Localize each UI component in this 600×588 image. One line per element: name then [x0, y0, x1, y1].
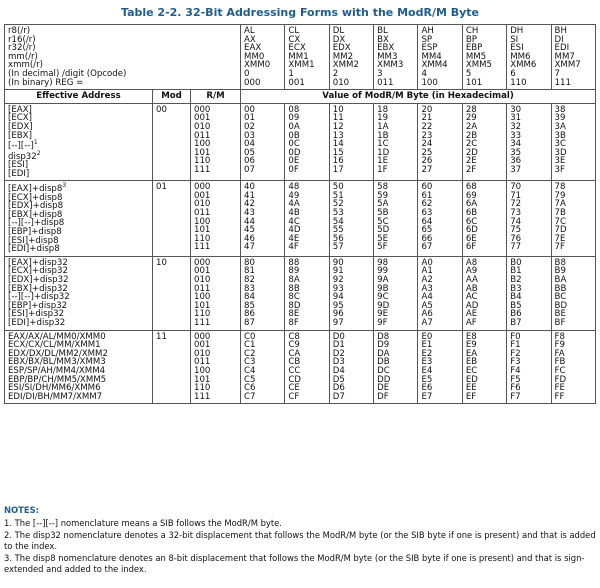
- hex-value-cell: 10 11 12 13 14 15 16 17: [329, 103, 373, 180]
- hex-value-cell: A0 A1 A2 A3 A4 A5 A6 A7: [418, 256, 462, 330]
- rm-cell: 000 001 010 011 100 101 110 111: [191, 103, 241, 180]
- effective-address: [EBX]+disp8: [8, 209, 63, 220]
- hex-value-cell: 48 49 4A 4B 4C 4D 4E 4F: [285, 181, 329, 257]
- effective-address: [ESI]+disp8: [8, 235, 59, 246]
- hex-value-cell: 80 81 82 83 84 85 86 87: [241, 256, 285, 330]
- hex-value-cell: 98 99 9A 9B 9C 9D 9E 9F: [374, 256, 418, 330]
- reg-column-cell: BH DI EDI MM7 XMM7 7 111: [551, 25, 595, 90]
- hex-value-cell: 28 29 2A 2B 2C 2D 2E 2F: [462, 103, 506, 180]
- effective-address: $[--][--]^1$: [8, 139, 38, 151]
- hex-value-cell: 58 59 5A 5B 5C 5D 5E 5F: [374, 181, 418, 257]
- hex-value-cell: 38 39 3A 3B 3C 3D 3E 3F: [551, 103, 595, 180]
- effective-address: [EBP]+disp32: [8, 300, 68, 311]
- mod-group-row: [5, 181, 596, 257]
- hex-value-cell: 68 69 6A 6B 6C 6D 6E 6F: [462, 181, 506, 257]
- effective-address: EAX/AX/AL/MM0/XMM0: [8, 331, 106, 342]
- effective-address: [EDI]+disp8: [8, 244, 60, 255]
- effective-address-header: Effective Address: [5, 90, 153, 104]
- effective-address: [EAX]+disp32: [8, 257, 68, 268]
- hex-value-cell: F0 F1 F2 F3 F4 F5 F6 F7: [507, 330, 551, 404]
- reg-column-cell: CH BP EBP MM5 XMM5 5 101: [462, 25, 506, 90]
- reg-column-cell: DL DX EDX MM2 XMM2 2 010: [329, 25, 373, 90]
- note-item: 3. The disp8 nomenclature denotes an 8-bit displacement that follows the ModR/M byte (or the SIB byte if one is present) and that is sign-extended and added to the index.: [4, 553, 585, 574]
- reg-column-cell: AL AX EAX MM0 XMM0 0 000: [241, 25, 285, 90]
- effective-address: ESP/SP/AH/MM4/XMM4: [8, 365, 106, 376]
- reg-column-cell: BL BX EBX MM3 XMM3 3 011: [374, 25, 418, 90]
- hex-value-cell: 70 71 72 73 74 75 76 77: [507, 181, 551, 257]
- hex-value-cell: B8 B9 BA BB BC BD BE BF: [551, 256, 595, 330]
- effective-address: [ESI]+disp32: [8, 309, 65, 320]
- mod-cell: 00: [153, 103, 191, 180]
- footnote-ref: 2: [36, 149, 41, 157]
- effective-address-cell: [5, 330, 153, 404]
- effective-address: [EBX]+disp32: [8, 283, 68, 294]
- note-item: 2. The disp32 nomenclature denotes a 32-bit displacement that follows the ModR/M byte (or the SIB byte if one is present) and that is added to the index.: [4, 530, 596, 551]
- effective-address: $disp32^2$: [8, 149, 41, 162]
- effective-address: [--][--]+disp32: [8, 292, 70, 303]
- note-item: 1. The [--][--] nomenclature means a SIB follows the ModR/M byte.: [4, 518, 282, 528]
- table-caption: Table 2-2. 32-Bit Addressing Forms with the ModR/M Byte: [120, 6, 480, 19]
- reg-label: r16(/r): [8, 34, 36, 45]
- mod-cell: 10: [153, 256, 191, 330]
- reg-header-row: [5, 25, 596, 90]
- modrm-table: [4, 24, 596, 404]
- effective-address: [EDI]+disp32: [8, 317, 66, 328]
- effective-address: EBP/BP/CH/MM5/XMM5: [8, 374, 107, 385]
- effective-address: ECX/CX/CL/MM/XMM1: [8, 340, 101, 351]
- mod-group-row: [5, 330, 596, 404]
- hex-value-cell: E8 E9 EA EB EC ED EE EF: [462, 330, 506, 404]
- hex-value-cell: 08 09 0A 0B 0C 0D 0E 0F: [285, 103, 329, 180]
- reg-label: (In binary) REG =: [8, 77, 84, 88]
- effective-address: EDI/DI/BH/MM7/XMM7: [8, 391, 103, 402]
- hex-value-cell: A8 A9 AA AB AC AD AE AF: [462, 256, 506, 330]
- mod-group-row: [5, 103, 596, 180]
- hex-value-cell: 60 61 62 63 64 65 66 67: [418, 181, 462, 257]
- rm-cell: 000 001 010 011 100 101 110 111: [191, 330, 241, 404]
- mod-group-row: [5, 256, 596, 330]
- reg-label: (In decimal) /digit (Opcode): [8, 68, 127, 79]
- rm-cell: 000 001 010 011 100 101 110 111: [191, 256, 241, 330]
- hex-value-cell: 90 91 92 93 94 95 96 97: [329, 256, 373, 330]
- effective-address: [EDX]+disp8: [8, 201, 64, 212]
- effective-address: [EDX]: [8, 121, 33, 132]
- reg-column-cell: DH SI ESI MM6 XMM6 6 110: [507, 25, 551, 90]
- effective-address: [EAX]: [8, 104, 32, 115]
- effective-address-cell: [5, 103, 153, 180]
- reg-labels-cell: [5, 25, 241, 90]
- hex-value-cell: F8 F9 FA FB FC FD FE FF: [551, 330, 595, 404]
- hex-value-cell: D8 D9 DA DB DC DD DE DF: [374, 330, 418, 404]
- footnote-ref: 1: [33, 139, 38, 147]
- footnote-ref: 3: [62, 182, 67, 190]
- effective-address: [ECX]+disp32: [8, 266, 68, 277]
- effective-address: EDX/DX/DL/MM2/XMM2: [8, 348, 108, 359]
- reg-label: r32(/r): [8, 43, 36, 54]
- reg-label: r8(/r): [8, 26, 31, 36]
- addressing-groups: [5, 103, 596, 404]
- effective-address: ESI/SI/DH/MM6/XMM6: [8, 383, 101, 394]
- effective-address: [ESI]: [8, 160, 29, 171]
- reg-label: mm(/r): [8, 51, 38, 62]
- hex-value-cell: 20 21 22 23 24 25 26 27: [418, 103, 462, 180]
- hex-value-cell: 78 79 7A 7B 7C 7D 7E 7F: [551, 181, 595, 257]
- effective-address-cell: [5, 256, 153, 330]
- mod-header: Mod: [153, 90, 191, 104]
- hex-value-cell: 40 41 42 43 44 45 46 47: [241, 181, 285, 257]
- rm-cell: 000 001 010 011 100 101 110 111: [191, 181, 241, 257]
- hex-value-cell: E0 E1 E2 E3 E4 E5 E6 E7: [418, 330, 462, 404]
- hex-value-cell: 88 89 8A 8B 8C 8D 8E 8F: [285, 256, 329, 330]
- value-header: Value of ModR/M Byte (in Hexadecimal): [241, 90, 596, 104]
- hex-value-cell: 30 31 32 33 34 35 36 37: [507, 103, 551, 180]
- hex-value-cell: C0 C1 C2 C3 C4 C5 C6 C7: [241, 330, 285, 404]
- hex-value-cell: 00 01 02 03 04 05 06 07: [241, 103, 285, 180]
- notes-title: NOTES:: [4, 505, 39, 515]
- column-header-row: [5, 90, 596, 104]
- effective-address: EBX/BX/BL/MM3/XMM3: [8, 357, 106, 368]
- hex-value-cell: 18 19 1A 1B 1C 1D 1E 1F: [374, 103, 418, 180]
- effective-address: [EDI]: [8, 168, 30, 179]
- rm-header: R/M: [191, 90, 241, 104]
- effective-address: [EBX]: [8, 130, 32, 141]
- mod-cell: 11: [153, 330, 191, 404]
- notes-section: [4, 505, 596, 576]
- hex-value-cell: 50 51 52 53 54 55 56 57: [329, 181, 373, 257]
- effective-address: [ECX]: [8, 113, 33, 124]
- effective-address: [--][--]+disp8: [8, 218, 65, 229]
- hex-value-cell: D0 D1 D2 D3 D4 D5 D6 D7: [329, 330, 373, 404]
- effective-address: [ECX]+disp8: [8, 192, 63, 203]
- hex-value-cell: B0 B1 B2 B3 B4 B5 B6 B7: [507, 256, 551, 330]
- effective-address-cell: [5, 181, 153, 257]
- effective-address: [EBP]+disp8: [8, 227, 62, 238]
- mod-cell: 01: [153, 181, 191, 257]
- reg-label: xmm(/r): [8, 60, 43, 71]
- hex-value-cell: C8 C9 CA CB CC CD CE CF: [285, 330, 329, 404]
- reg-column-cell: AH SP ESP MM4 XMM4 4 100: [418, 25, 462, 90]
- reg-column-cell: CL CX ECX MM1 XMM1 1 001: [285, 25, 329, 90]
- effective-address: $[EAX]+disp8^3$: [8, 182, 67, 195]
- effective-address: [EDX]+disp32: [8, 275, 69, 286]
